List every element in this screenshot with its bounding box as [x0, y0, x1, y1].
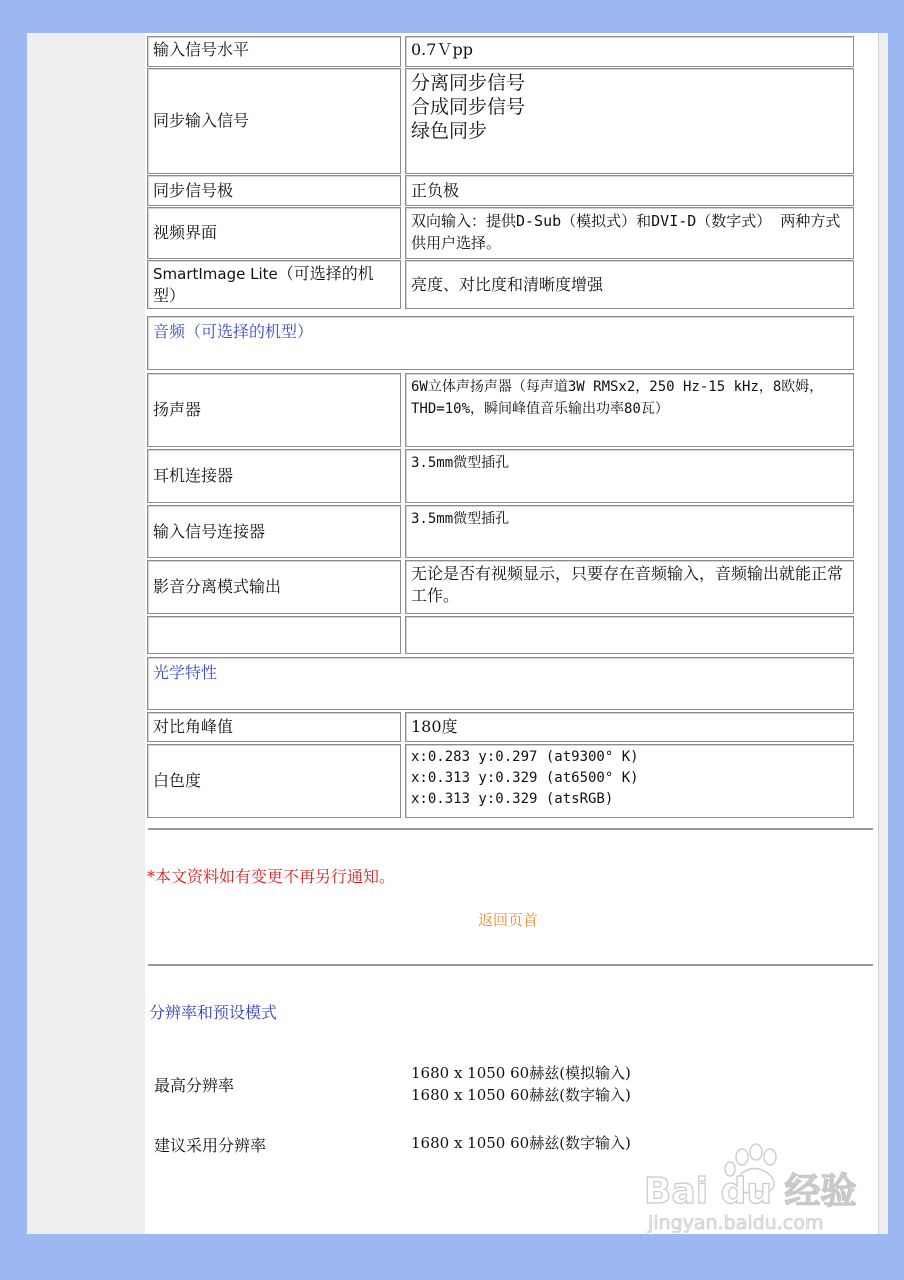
- watermark-url: jingyan.baidu.com: [648, 1212, 824, 1233]
- sync-type-item: 绿色同步: [411, 120, 488, 142]
- spec-value: 正负极: [405, 175, 854, 206]
- spec-label: 白色度: [147, 744, 401, 818]
- spec-value: [405, 616, 854, 654]
- divider: [148, 828, 873, 830]
- spec-row-white-chromaticity: [147, 744, 884, 818]
- spec-label: 扬声器: [147, 373, 401, 447]
- divider: [148, 964, 873, 966]
- resolution-label: 最高分辨率: [154, 1076, 235, 1095]
- spec-value: 3.5mm微型插孔: [405, 449, 854, 503]
- resolution-value: 1680 x 1050 60赫兹(数字输入): [411, 1086, 631, 1104]
- spec-label: 输入信号连接器: [147, 505, 401, 558]
- spec-row-av-separation: [147, 560, 884, 614]
- spec-value: 无论是否有视频显示，只要存在音频输入，音频输出就能正常工作。: [405, 560, 854, 614]
- spec-value: 双向输入：提供D-Sub（模拟式）和DVI-D（数字式） 两种方式供用户选择。: [405, 207, 854, 259]
- chromaticity-item: x:0.313 y:0.329 (at6500° K): [411, 770, 639, 786]
- spec-value-list: [405, 744, 854, 818]
- spec-label: 视频界面: [147, 207, 401, 259]
- spec-row-viewing-angle: [147, 712, 884, 742]
- spec-value: 亮度、对比度和清晰度增强: [405, 260, 854, 309]
- document-page: [27, 33, 888, 1234]
- resolution-value: 1680 x 1050 60赫兹(模拟输入): [411, 1064, 631, 1082]
- spec-row-sync-input: [147, 68, 884, 174]
- resolution-value-list: [411, 1132, 631, 1154]
- disclaimer-note: *本文资料如有变更不再另行通知。: [147, 867, 396, 886]
- section-title: 音频（可选择的机型）: [147, 316, 854, 370]
- resolution-label: 建议采用分辨率: [154, 1136, 267, 1155]
- spec-label: [147, 616, 401, 654]
- spec-row-input-level: [147, 36, 884, 67]
- spec-row-speaker: [147, 373, 884, 447]
- left-margin-panel: [27, 33, 145, 1234]
- spec-value: 180度: [405, 712, 854, 742]
- spec-label: 同步信号极: [147, 175, 401, 206]
- chromaticity-item: x:0.283 y:0.297 (at9300° K): [411, 749, 639, 765]
- resolution-value-list: [411, 1062, 631, 1106]
- spec-row-empty: [147, 616, 884, 654]
- spec-label: 同步输入信号: [147, 68, 401, 174]
- watermark-logo-text: Bai du 经验: [644, 1171, 857, 1212]
- spec-value: 6W立体声扬声器（每声道3W RMSx2，250 Hz-15 kHz，8欧姆，THD=10%，瞬间峰值音乐输出功率80瓦）: [405, 373, 854, 447]
- spec-value: 3.5mm微型插孔: [405, 505, 854, 558]
- spec-label: 影音分离模式输出: [147, 560, 401, 614]
- spec-value: 0.7Ｖpp: [405, 36, 854, 67]
- sync-type-item: 合成同步信号: [411, 96, 526, 118]
- sync-type-item: 分离同步信号: [411, 72, 526, 94]
- smartimage-name: SmartImage Lite: [153, 265, 278, 283]
- spec-row-video-interface: [147, 207, 884, 259]
- baidu-paw-icon: [642, 1143, 857, 1233]
- section-audio: [147, 316, 884, 370]
- spec-row-headphone: [147, 449, 884, 503]
- spec-value-list: [405, 68, 854, 174]
- spec-label: 对比角峰值: [147, 712, 401, 742]
- baidu-watermark: [642, 1143, 857, 1237]
- back-to-top-link[interactable]: 返回页首: [478, 911, 539, 929]
- section-optical: [147, 657, 884, 710]
- chromaticity-item: x:0.313 y:0.329 (atsRGB): [411, 791, 614, 807]
- spec-label: 输入信号水平: [147, 36, 401, 67]
- spec-label: 耳机连接器: [147, 449, 401, 503]
- spec-row-audio-input: [147, 505, 884, 558]
- section-title-resolution: 分辨率和预设模式: [149, 1003, 278, 1022]
- spec-label: [147, 260, 401, 309]
- section-title: 光学特性: [147, 657, 854, 710]
- spec-row-sync-polarity: [147, 175, 884, 206]
- resolution-value: 1680 x 1050 60赫兹(数字输入): [411, 1134, 631, 1152]
- spec-row-smartimage: [147, 260, 884, 309]
- smartimage-note: （可选择的机型）: [153, 264, 374, 305]
